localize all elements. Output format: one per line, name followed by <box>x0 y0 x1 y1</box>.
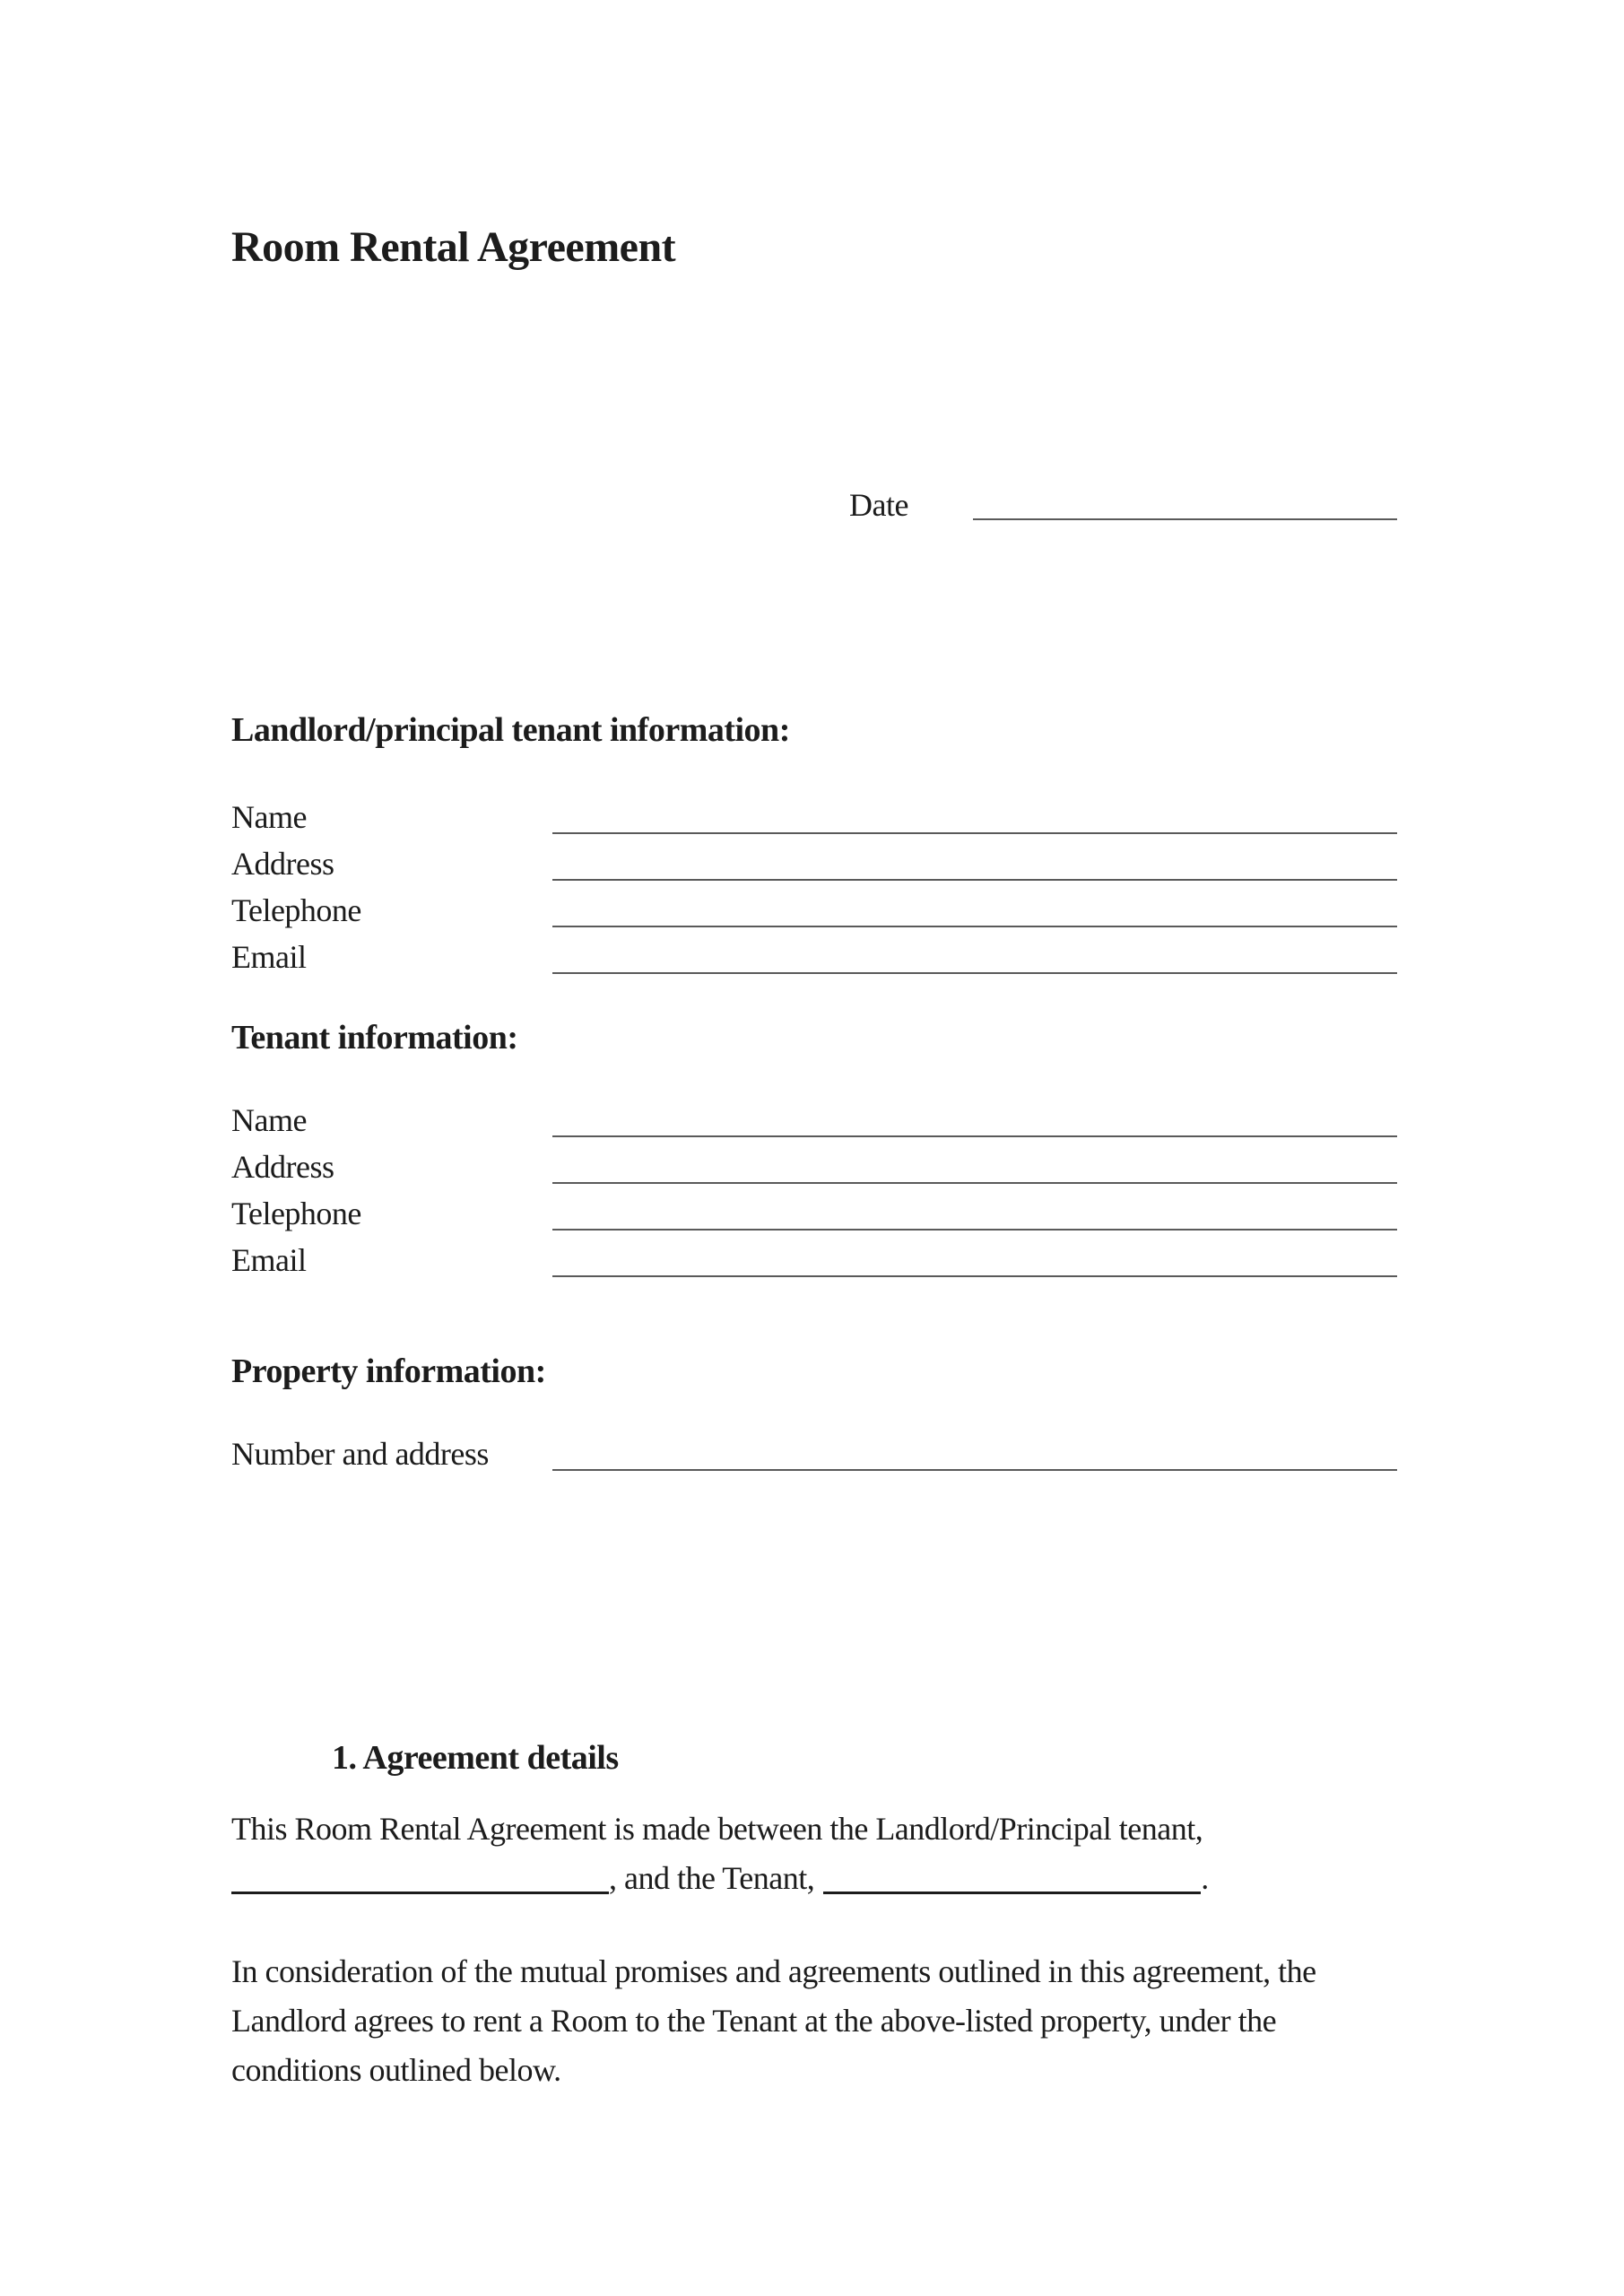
tenant-name-line[interactable] <box>552 1135 1397 1137</box>
agreement-paragraph1-end-text: . <box>1201 1860 1209 1896</box>
agreement-paragraph2-line3: conditions outlined below. <box>231 2052 561 2088</box>
landlord-email-label: Email <box>231 939 307 975</box>
date-label: Date <box>849 487 908 523</box>
agreement-paragraph1-between-text: , and the Tenant, <box>609 1860 815 1896</box>
landlord-section-heading: Landlord/principal tenant information: <box>231 711 790 749</box>
landlord-telephone-label: Telephone <box>231 892 361 928</box>
agreement-paragraph1-line1: This Room Rental Agreement is made between the Landlord/Principal tenant, <box>231 1811 1203 1847</box>
page-title: Room Rental Agreement <box>231 223 676 271</box>
agreement-paragraph2-line2: Landlord agrees to rent a Room to the Tenant at the above-listed property, under the <box>231 2003 1277 2039</box>
tenant-name-label: Name <box>231 1102 307 1138</box>
property-number-address-label: Number and address <box>231 1436 489 1472</box>
tenant-section-heading: Tenant information: <box>231 1019 518 1057</box>
agreement-details-heading: 1. Agreement details <box>332 1739 619 1777</box>
agreement-paragraph1-line2 <box>231 1857 1209 1899</box>
landlord-telephone-line[interactable] <box>552 926 1397 927</box>
landlord-name-blank[interactable] <box>231 1865 609 1894</box>
tenant-email-label: Email <box>231 1242 307 1278</box>
tenant-name-blank[interactable] <box>823 1865 1201 1894</box>
landlord-email-line[interactable] <box>552 972 1397 974</box>
landlord-name-line[interactable] <box>552 832 1397 834</box>
date-field-line[interactable] <box>973 518 1397 520</box>
tenant-telephone-label: Telephone <box>231 1196 361 1231</box>
property-section-heading: Property information: <box>231 1352 546 1390</box>
tenant-address-label: Address <box>231 1149 334 1185</box>
property-number-address-line[interactable] <box>552 1469 1397 1471</box>
landlord-address-label: Address <box>231 846 334 882</box>
landlord-address-line[interactable] <box>552 879 1397 881</box>
agreement-paragraph2-line1: In consideration of the mutual promises and agreements outlined in this agreement, the <box>231 1953 1316 1989</box>
tenant-address-line[interactable] <box>552 1182 1397 1184</box>
landlord-name-label: Name <box>231 799 307 835</box>
tenant-email-line[interactable] <box>552 1275 1397 1277</box>
tenant-telephone-line[interactable] <box>552 1229 1397 1231</box>
